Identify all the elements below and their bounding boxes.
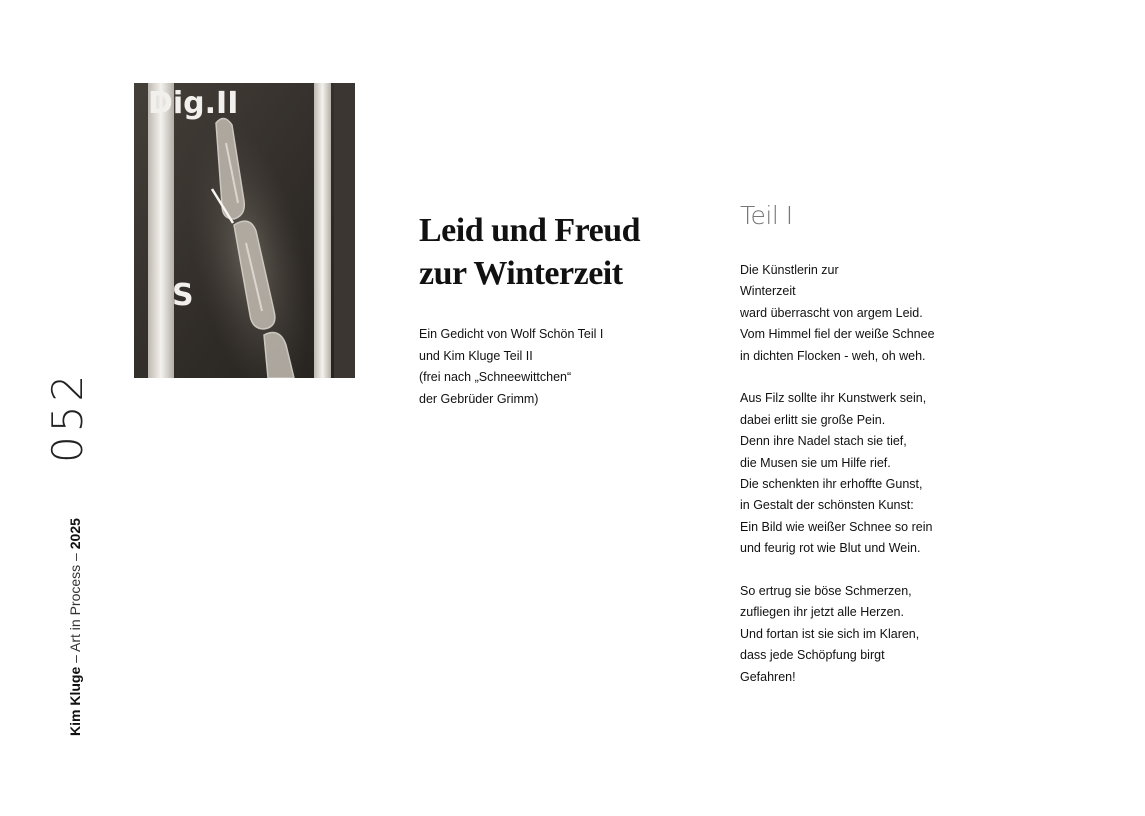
intro-line: der Gebrüder Grimm) (419, 391, 539, 406)
series-name: Art in Process (67, 564, 83, 652)
author-name: Kim Kluge (67, 666, 83, 736)
poem-line: die Musen sie um Hilfe rief. (740, 455, 891, 470)
separator: – (67, 651, 83, 667)
poem-line: So ertrug sie böse Schmerzen, (740, 584, 912, 599)
stanza (740, 388, 935, 559)
title-line: Leid und Freud (419, 212, 641, 249)
poem-line: in dichten Flocken - weh, oh weh. (740, 348, 926, 363)
xray-label-side: S (172, 278, 194, 313)
poem-line: Aus Filz sollte ihr Kunstwerk sein, (740, 391, 927, 406)
poem-line: in Gestalt der schönsten Kunst: (740, 498, 914, 513)
poem-line: Denn ihre Nadel stach sie tief, (740, 434, 907, 449)
intro-line: Ein Gedicht von Wolf Schön Teil I (419, 327, 604, 341)
running-footer (66, 518, 84, 736)
poem-line: Winterzeit (740, 284, 796, 299)
intro-line: (frei nach „Schneewittchen“ (419, 370, 572, 384)
poem-line: Die schenkten ihr erhoffte Gunst, (740, 477, 923, 492)
poem-line: Gefahren! (740, 669, 796, 684)
stanza (740, 260, 935, 367)
poem-line: und feurig rot wie Blut und Wein. (740, 541, 921, 556)
year: 2025 (67, 518, 83, 550)
poem-line: Die Künstlerin zur (740, 263, 839, 277)
page-number: 052 (43, 370, 92, 463)
intro-text (419, 324, 603, 410)
poem-line: Vom Himmel fiel der weiße Schnee (740, 327, 935, 342)
poem-line: dabei erlitt sie große Pein. (740, 412, 886, 427)
poem-line: dass jede Schöpfung birgt (740, 648, 885, 663)
poem-line: Ein Bild wie weißer Schnee so rein (740, 519, 933, 534)
xray-image (134, 83, 355, 378)
poem-line: zufliegen ihr jetzt alle Herzen. (740, 605, 904, 620)
poem-body (740, 260, 935, 709)
part-heading: Teil I (740, 201, 793, 230)
finger-xray-graphic (134, 83, 355, 378)
separator: – (67, 549, 83, 565)
poem-line: ward überrascht von argem Leid. (740, 305, 923, 320)
poem-line: Und fortan ist sie sich im Klaren, (740, 626, 920, 641)
xray-label-dig: Dig.II (148, 86, 239, 121)
poem-title (419, 209, 640, 295)
title-line: zur Winterzeit (419, 255, 623, 292)
intro-line: und Kim Kluge Teil II (419, 348, 533, 363)
stanza (740, 581, 935, 688)
